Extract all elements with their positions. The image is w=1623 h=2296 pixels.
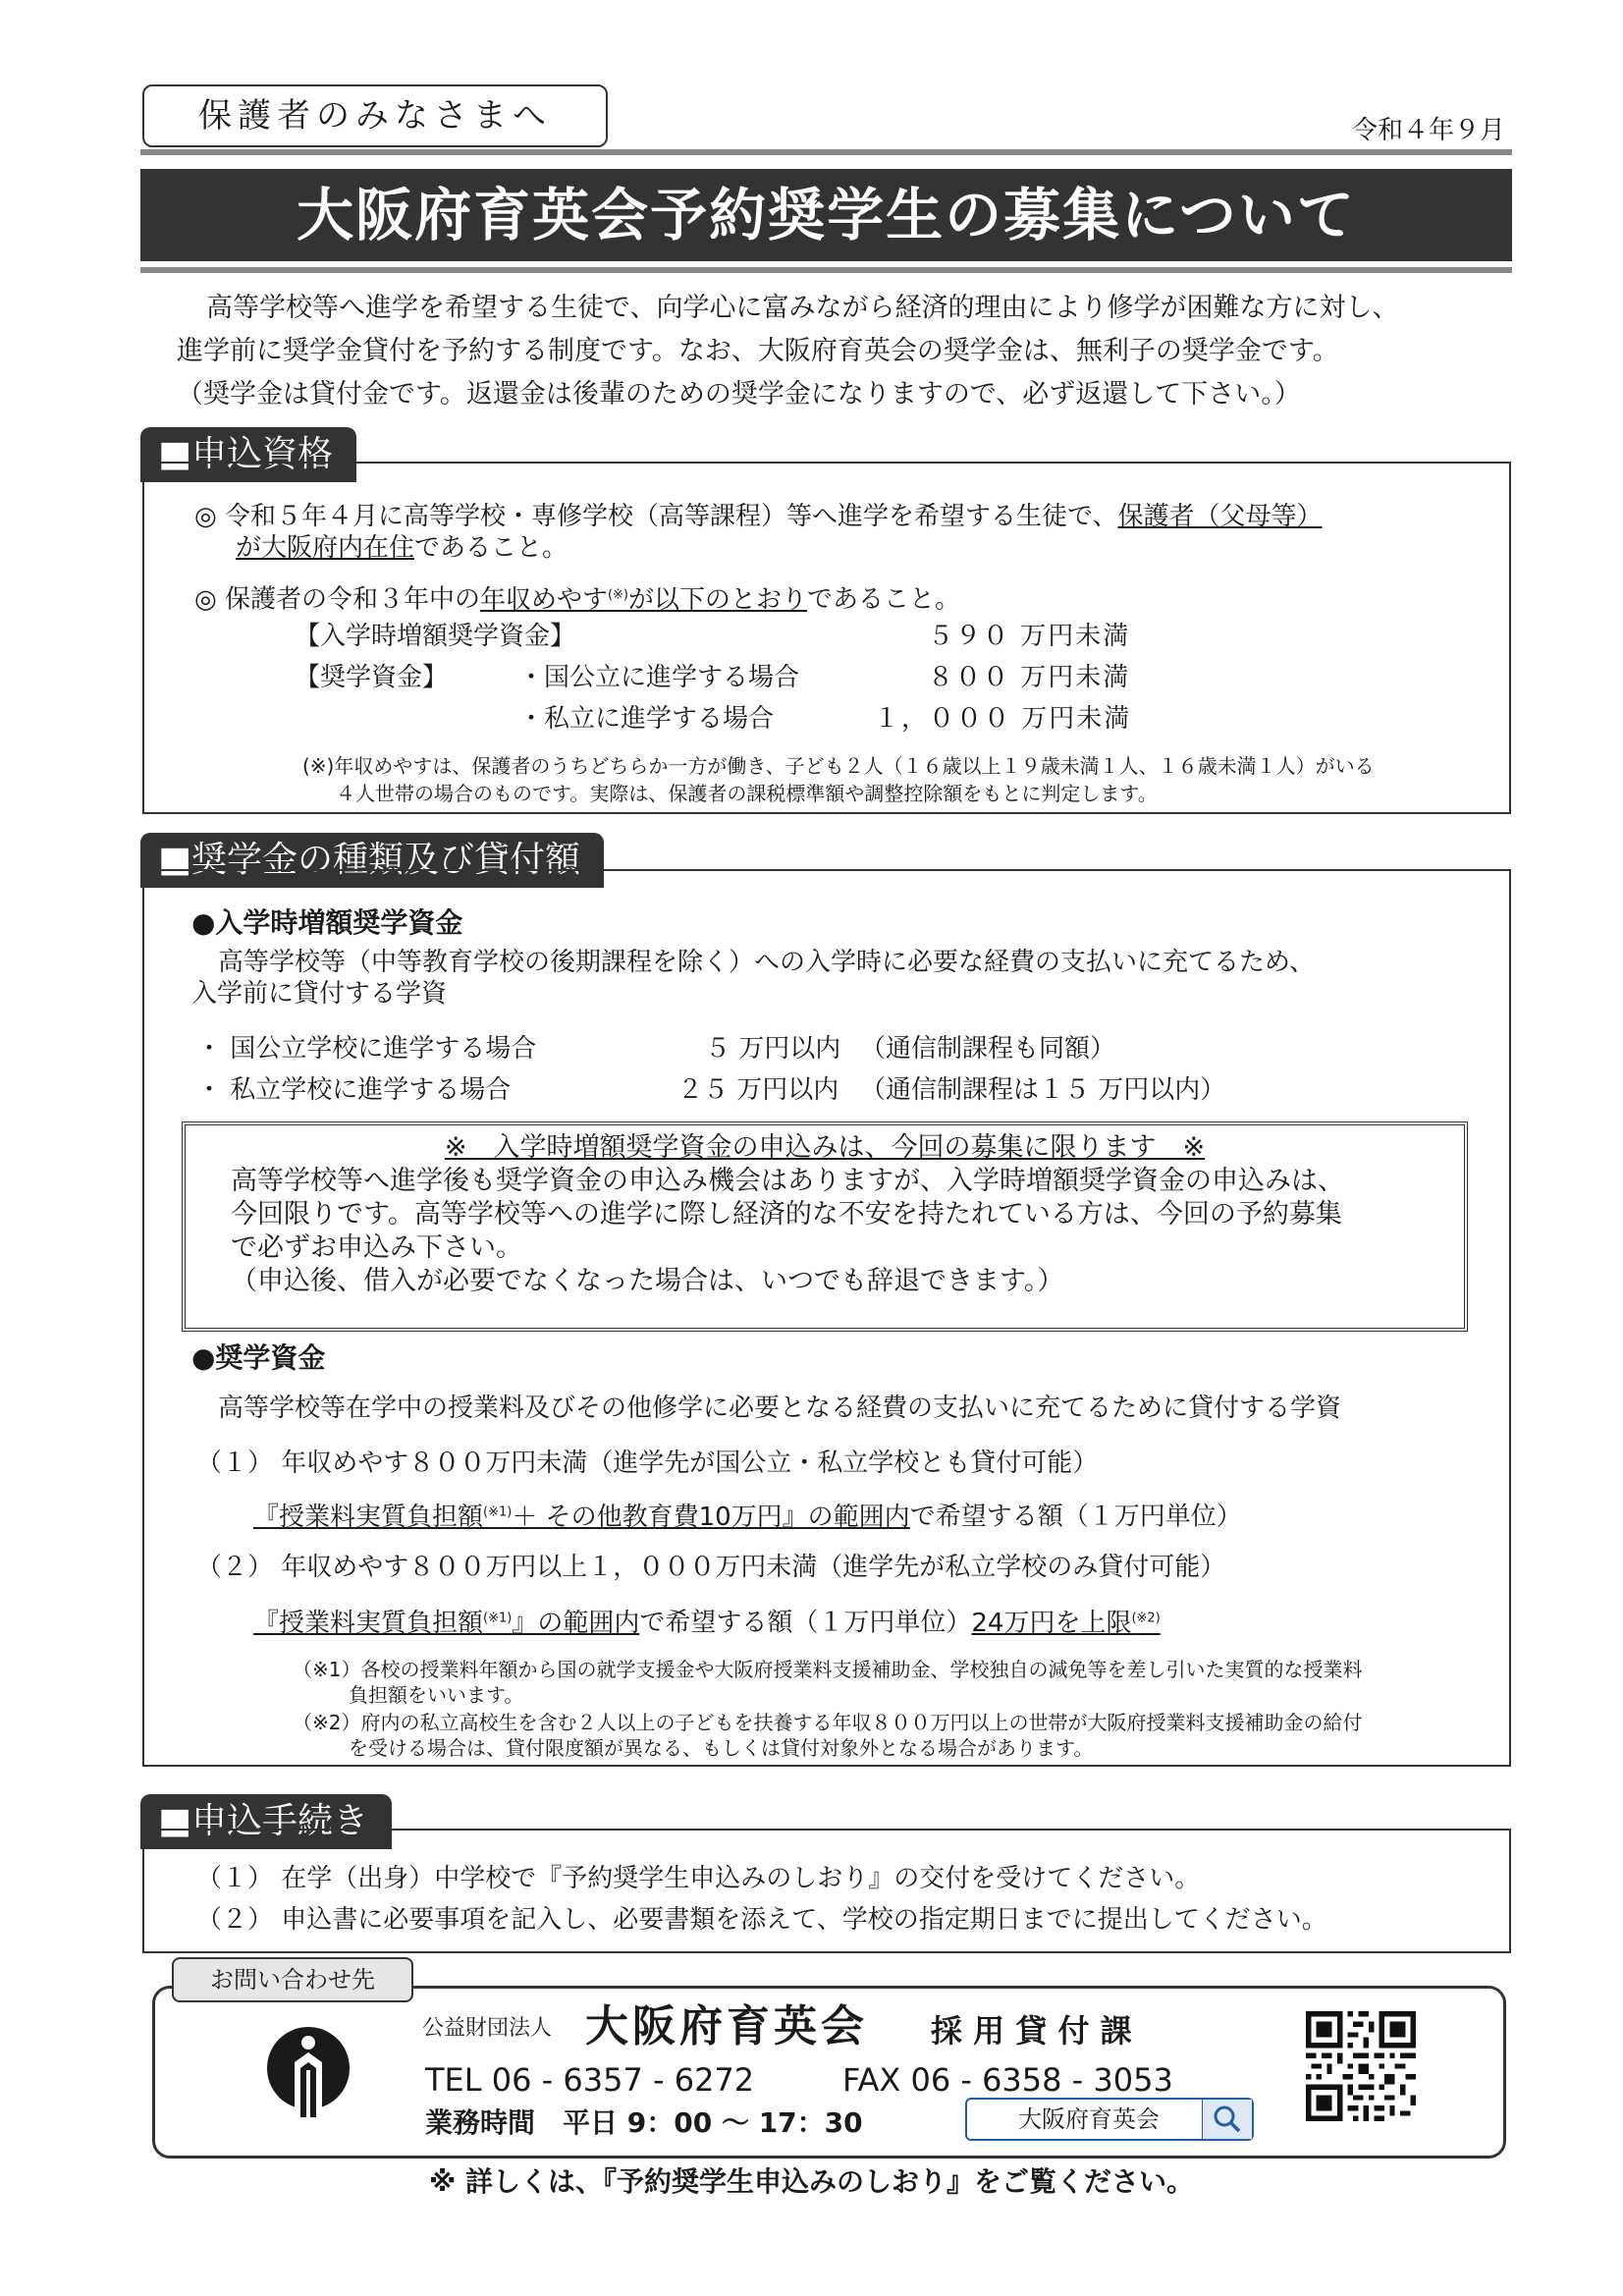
audience-label: 保護者のみなさまへ — [142, 84, 608, 147]
fee-range: ＋ その他教育費10万円』の範囲内 — [512, 1502, 910, 1532]
notice-line: で必ずお申込み下さい。 — [231, 1232, 522, 1263]
eligibility-item-1-cont — [236, 528, 568, 568]
footnote-1: （※1）各校の授業料年額から国の就学支援金や大阪府授業料支援補助金、学校独自の減免等を差し引いた実質的な授業料 — [293, 1658, 1363, 1681]
search-icon[interactable] — [1202, 2100, 1252, 2139]
note-mark: (※) — [607, 587, 629, 602]
qr-code[interactable] — [1306, 2011, 1416, 2121]
income-row-2-amount: ８００ 万円未満 — [928, 663, 1131, 692]
scholarship-case-2: （２） 年収めやす８００万円以上１，０００万円未満（進学先が私立学校のみ貸付可能） — [196, 1553, 1226, 1582]
title-rule-bottom — [140, 267, 1512, 273]
footnote-1-cont: 負担額をいいます。 — [349, 1683, 524, 1707]
case-2-cap — [971, 1609, 1160, 1638]
entrance-desc: 入学前に貸付する学資 — [191, 979, 448, 1009]
fee-label: 『授業料実質負担額 — [253, 1608, 484, 1638]
contact-tel: TEL 06 - 6357 - 6272 — [425, 2061, 755, 2099]
footer-note: ※ 詳しくは、『予約奨学生申込みのしおり』をご覧ください。 — [429, 2165, 1194, 2198]
eligibility-note: ４人世帯の場合のものです。実際は、保護者の課税標準額や調整控除額をもとに判定します。 — [336, 782, 1158, 805]
scholarship-case-2-detail — [253, 1599, 1161, 1643]
note-mark: (※1) — [483, 1504, 513, 1519]
intro-line: （奨学金は貸付金です。返還金は後輩のための奨学金になりますので、必ず返還して下さい。） — [177, 379, 1301, 410]
org-department: 採 用 貸 付 課 — [931, 2012, 1132, 2050]
section-heading-eligibility: ■申込資格 — [140, 427, 356, 482]
subheading-entrance: ●入学時増額奨学資金 — [191, 906, 463, 939]
unit-text: で希望する額（１万円単位） — [909, 1502, 1242, 1532]
eligibility-text: であること。 — [414, 533, 568, 563]
scholarship-case-1-detail — [253, 1493, 1242, 1537]
eligibility-text: であること。 — [807, 584, 961, 615]
entrance-private-amount: ２５ 万円以内 — [677, 1075, 839, 1105]
contact-fax: FAX 06 - 6358 - 3053 — [842, 2061, 1173, 2099]
income-row-2-label: 【奨学資金】 — [295, 663, 449, 692]
income-row-1-amount: ５９０ 万円未満 — [928, 622, 1131, 651]
entrance-public-label: ・ 国公立学校に進学する場合 — [196, 1034, 537, 1064]
section-heading-types: ■奨学金の種類及び貸付額 — [140, 833, 604, 888]
case-1-range — [253, 1503, 910, 1532]
search-text: 大阪府育英会 — [1018, 2105, 1160, 2133]
fee-label: 『授業料実質負担額 — [253, 1502, 484, 1532]
entrance-notice-box — [182, 1121, 1468, 1332]
business-hours: 業務時間 平日 9：00 ～ 17：30 — [425, 2106, 863, 2139]
income-row-1-label: 【入学時増額奨学資金】 — [295, 622, 576, 651]
notice-line: 高等学校等へ進学後も奨学資金の申込み機会はありますが、入学時増額奨学資金の申込みは、 — [231, 1166, 1344, 1196]
issue-date: 令和４年９月 — [1351, 116, 1505, 145]
intro-text — [177, 287, 1512, 416]
note-mark: (※1) — [483, 1611, 513, 1625]
eligibility-text: ◎ 令和５年４月に高等学校・専修学校（高等課程）等へ進学を希望する生徒で、 — [194, 502, 1118, 531]
eligibility-highlight — [480, 585, 807, 615]
scholarship-case-1: （１） 年収めやす８００万円未満（進学先が国公立・私立学校とも貸付可能） — [196, 1449, 1099, 1478]
eligibility-text: ◎ 保護者の令和３年中の — [194, 584, 480, 615]
income-row-2-case: ・国公立に進学する場合 — [518, 663, 800, 692]
procedure-step-2: （２） 申込書に必要事項を記入し、必要書類を添えて、学校の指定期日までに提出してください。 — [196, 1905, 1327, 1935]
note-mark: (※2) — [1131, 1611, 1161, 1625]
notice-line: 今回限りです。高等学校等への進学に際し経済的な不安を持たれている方は、今回の予約募集 — [231, 1199, 1342, 1230]
case-2-range — [253, 1609, 639, 1638]
income-row-3-case: ・私立に進学する場合 — [518, 704, 775, 734]
entrance-public-note: （通信制課程も同額） — [860, 1034, 1116, 1064]
page-title: 大阪府育英会予約奨学生の募集について — [140, 169, 1512, 261]
subheading-scholarship: ●奨学資金 — [191, 1341, 326, 1374]
cap-text: 24万円を上限 — [971, 1608, 1132, 1638]
intro-line: 進学前に奨学金貸付を予約する制度です。なお、大阪府育英会の奨学金は、無利子の奨学金です。 — [177, 336, 1339, 366]
eligibility-item-2 — [194, 575, 960, 620]
eligibility-note: (※)年収めやすは、保護者のうちどちらか一方が働き、子ども２人（１６歳以上１９歳未満１人、１６歳未満１人）がいる — [302, 754, 1375, 778]
eligibility-highlight: 保護者（父母等） — [1117, 502, 1323, 531]
footnote-2: （※2）府内の私立高校生を含む２人以上の子どもを扶養する年収８００万円以上の世帯が大阪府授業料支援補助金の給付 — [293, 1711, 1363, 1734]
income-row-3-amount: １，０００ 万円未満 — [874, 704, 1132, 734]
search-box[interactable] — [965, 2098, 1254, 2141]
intro-line: 高等学校等へ進学を希望する生徒で、向学心に富みながら経済的理由により修学が困難な方に対し、 — [206, 293, 1399, 323]
contact-tab: お問い合わせ先 — [172, 1957, 413, 2002]
notice-title: ※ 入学時増額奨学資金の申込みは、今回の募集に限ります ※ — [444, 1132, 1206, 1163]
entrance-private-label: ・ 私立学校に進学する場合 — [196, 1075, 512, 1105]
entrance-public-amount: ５ 万円以内 — [705, 1034, 841, 1064]
notice-line: （申込後、借入が必要でなくなった場合は、いつでも辞退できます。） — [231, 1266, 1064, 1296]
org-prefix: 公益財団法人 — [422, 2016, 553, 2041]
unit-text: で希望する額（１万円単位） — [639, 1608, 972, 1638]
procedure-step-1: （１） 在学（出身）中学校で『予約奨学生申込みのしおり』の交付を受けてください。 — [196, 1864, 1201, 1893]
entrance-private-note: （通信制課程は１５ 万円以内） — [860, 1075, 1226, 1105]
fee-range: 』の範囲内 — [512, 1608, 640, 1638]
footnote-2-cont: を受ける場合は、貸付限度額が異なる、もしくは貸付対象外となる場合があります。 — [349, 1736, 1094, 1760]
income-label: 年収めやす — [479, 584, 608, 615]
organization-logo — [263, 2019, 353, 2131]
org-name: 大阪府育英会 — [585, 2001, 868, 2051]
scholarship-desc: 高等学校等在学中の授業料及びその他修学に必要となる経費の支払いに充てるために貸付する学資 — [218, 1394, 1342, 1423]
entrance-desc: 高等学校等（中等教育学校の後期課程を除く）への入学時に必要な経費の支払いに充てるため、 — [218, 948, 1315, 977]
eligibility-highlight: が大阪府内在住 — [236, 533, 415, 563]
section-heading-procedure: ■申込手続き — [140, 1794, 392, 1849]
title-rule-top — [140, 149, 1512, 155]
income-cond: が以下のとおり — [628, 584, 808, 615]
